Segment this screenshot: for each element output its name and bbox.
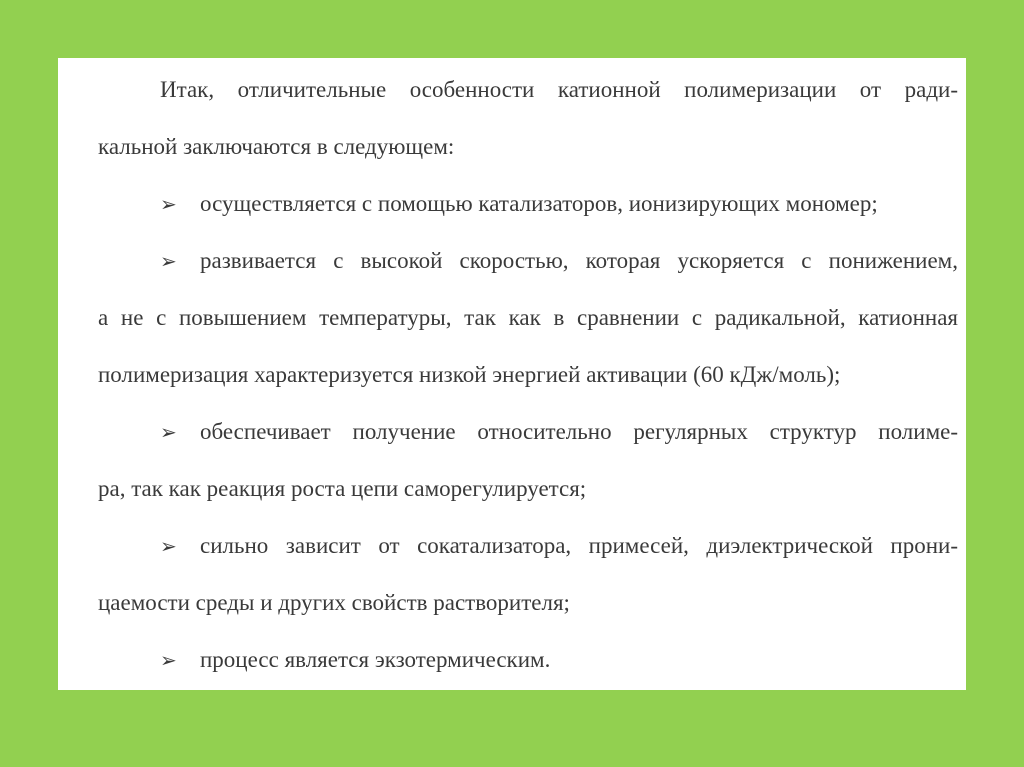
arrow-bullet-icon: ➢	[160, 648, 177, 672]
text-line: обеспечивает получение относительно регулярных структур полиме-	[200, 419, 958, 444]
text-line: кальной заключаются в следующем:	[98, 134, 455, 159]
list-item	[98, 418, 958, 503]
text-line: осуществляется с помощью катализаторов, ионизирующих мономер;	[200, 191, 878, 216]
arrow-bullet-icon: ➢	[160, 192, 177, 216]
text-line: Итак, отличительные особенности катионной полимеризации от ради-	[160, 77, 958, 102]
arrow-bullet-icon: ➢	[160, 249, 177, 273]
list-item	[98, 247, 958, 389]
text-line: процесс является экзотермическим.	[200, 647, 551, 672]
document-text	[98, 76, 958, 703]
text-line: сильно зависит от сокатализатора, примесей, диэлектрической прони-	[200, 533, 958, 558]
arrow-bullet-icon: ➢	[160, 420, 177, 444]
list-item	[98, 190, 958, 218]
intro-paragraph	[98, 76, 958, 161]
text-line: полимеризация характеризуется низкой энергией активации (60 кДж/моль);	[98, 362, 841, 387]
list-item	[98, 646, 958, 674]
arrow-bullet-icon: ➢	[160, 534, 177, 558]
list-item	[98, 532, 958, 617]
text-line: а не с повышением температуры, так как в сравнении с радикальной, катионная	[98, 305, 958, 330]
text-line: ра, так как реакция роста цепи саморегулируется;	[98, 476, 587, 501]
text-line: цаемости среды и других свойств растворителя;	[98, 590, 570, 615]
slide-page	[58, 58, 966, 690]
text-line: развивается с высокой скоростью, которая ускоряется с понижением,	[200, 248, 958, 273]
